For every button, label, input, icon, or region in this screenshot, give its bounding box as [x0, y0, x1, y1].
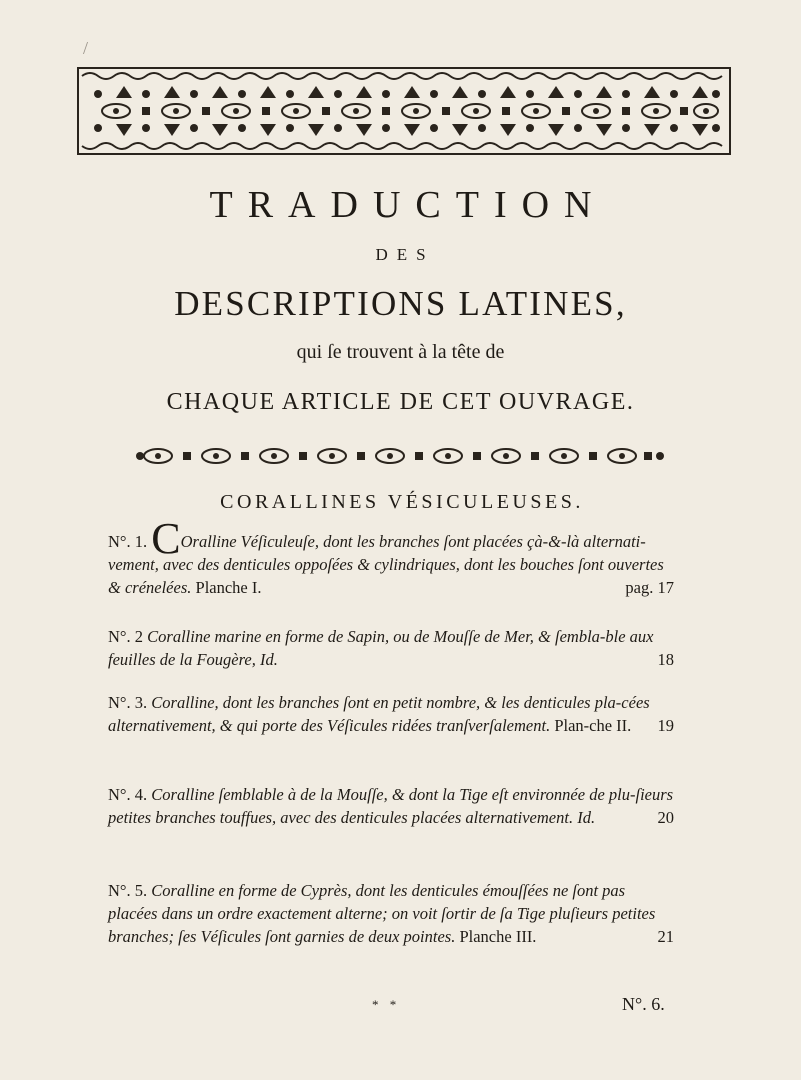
- ornamental-divider-icon: [136, 446, 664, 466]
- entry-number: N°. 5.: [108, 881, 148, 900]
- entry-5: [108, 879, 674, 948]
- signature-mark: * *: [372, 997, 401, 1012]
- section-heading-corallines: CORALLINES VÉSICULEUSES.: [220, 491, 584, 513]
- catchword: N°. 6.: [622, 994, 665, 1014]
- entry-text: Coralline marine en forme de Sapin, ou de Mouſſe de Mer, & ſembla-ble aux feuilles de la Fougère, Id.: [108, 627, 654, 669]
- page-reference: 20: [657, 808, 674, 827]
- ornamental-header-band-icon: [76, 66, 732, 156]
- page-reference: 18: [657, 650, 674, 669]
- entry-3: [108, 691, 674, 737]
- subtitle-qui: qui ſe trouvent à la tête de: [296, 341, 505, 363]
- entry-1: [108, 514, 674, 599]
- entry-text: Oralline Véſiculeuſe, dont les branches ſont placées çà-&-là alternati-vement, avec des denticules oppoſées & cylindriques, dont les bouches ſont ouvertes & crénelées.: [108, 532, 664, 597]
- page-reference: pag. 17: [625, 578, 674, 597]
- entry-text: Coralline ſemblable à de la Mouſſe, & dont la Tige eſt environnée de plu-ſieurs petites branches touffues, avec des denticules placées alternativement. Id.: [108, 785, 674, 827]
- plate-reference: Planche I.: [191, 578, 262, 597]
- entry-number: N°. 4.: [108, 785, 148, 804]
- title-des: DES: [375, 245, 435, 264]
- entry-4: [108, 783, 674, 829]
- entry-text: Coralline en forme de Cyprès, dont les denticules émouſſées ne ſont pas placées dans un ordre exactement alterne; on voit ſortir de ſa Tige pluſieurs petites branches; ſes Véſicules ſont garnies de deux pointes.: [108, 881, 656, 946]
- title-descriptions-latines: DESCRIPTIONS LATINES,: [174, 284, 627, 323]
- page-reference: 21: [657, 927, 674, 946]
- page-reference: 19: [657, 716, 674, 735]
- plate-reference: Planche III.: [455, 927, 537, 946]
- entry-text: Coralline, dont les branches ſont en petit nombre, & les denticules pla-cées alternativement, & qui porte des Véſicules ridées tranſverſalement.: [108, 693, 650, 735]
- entry-number: N°. 3.: [108, 693, 148, 712]
- entry-number: N°. 2: [108, 627, 144, 646]
- plate-reference: Plan-che II.: [550, 716, 632, 735]
- subtitle-chaque-article: CHAQUE ARTICLE DE CET OUVRAGE.: [166, 389, 635, 415]
- pencil-mark: /: [83, 38, 89, 58]
- entry-number: N°. 1.: [108, 532, 148, 551]
- title-traduction: TRADUCTION: [209, 184, 607, 226]
- entry-2: [108, 625, 674, 671]
- drop-cap: C: [151, 514, 181, 563]
